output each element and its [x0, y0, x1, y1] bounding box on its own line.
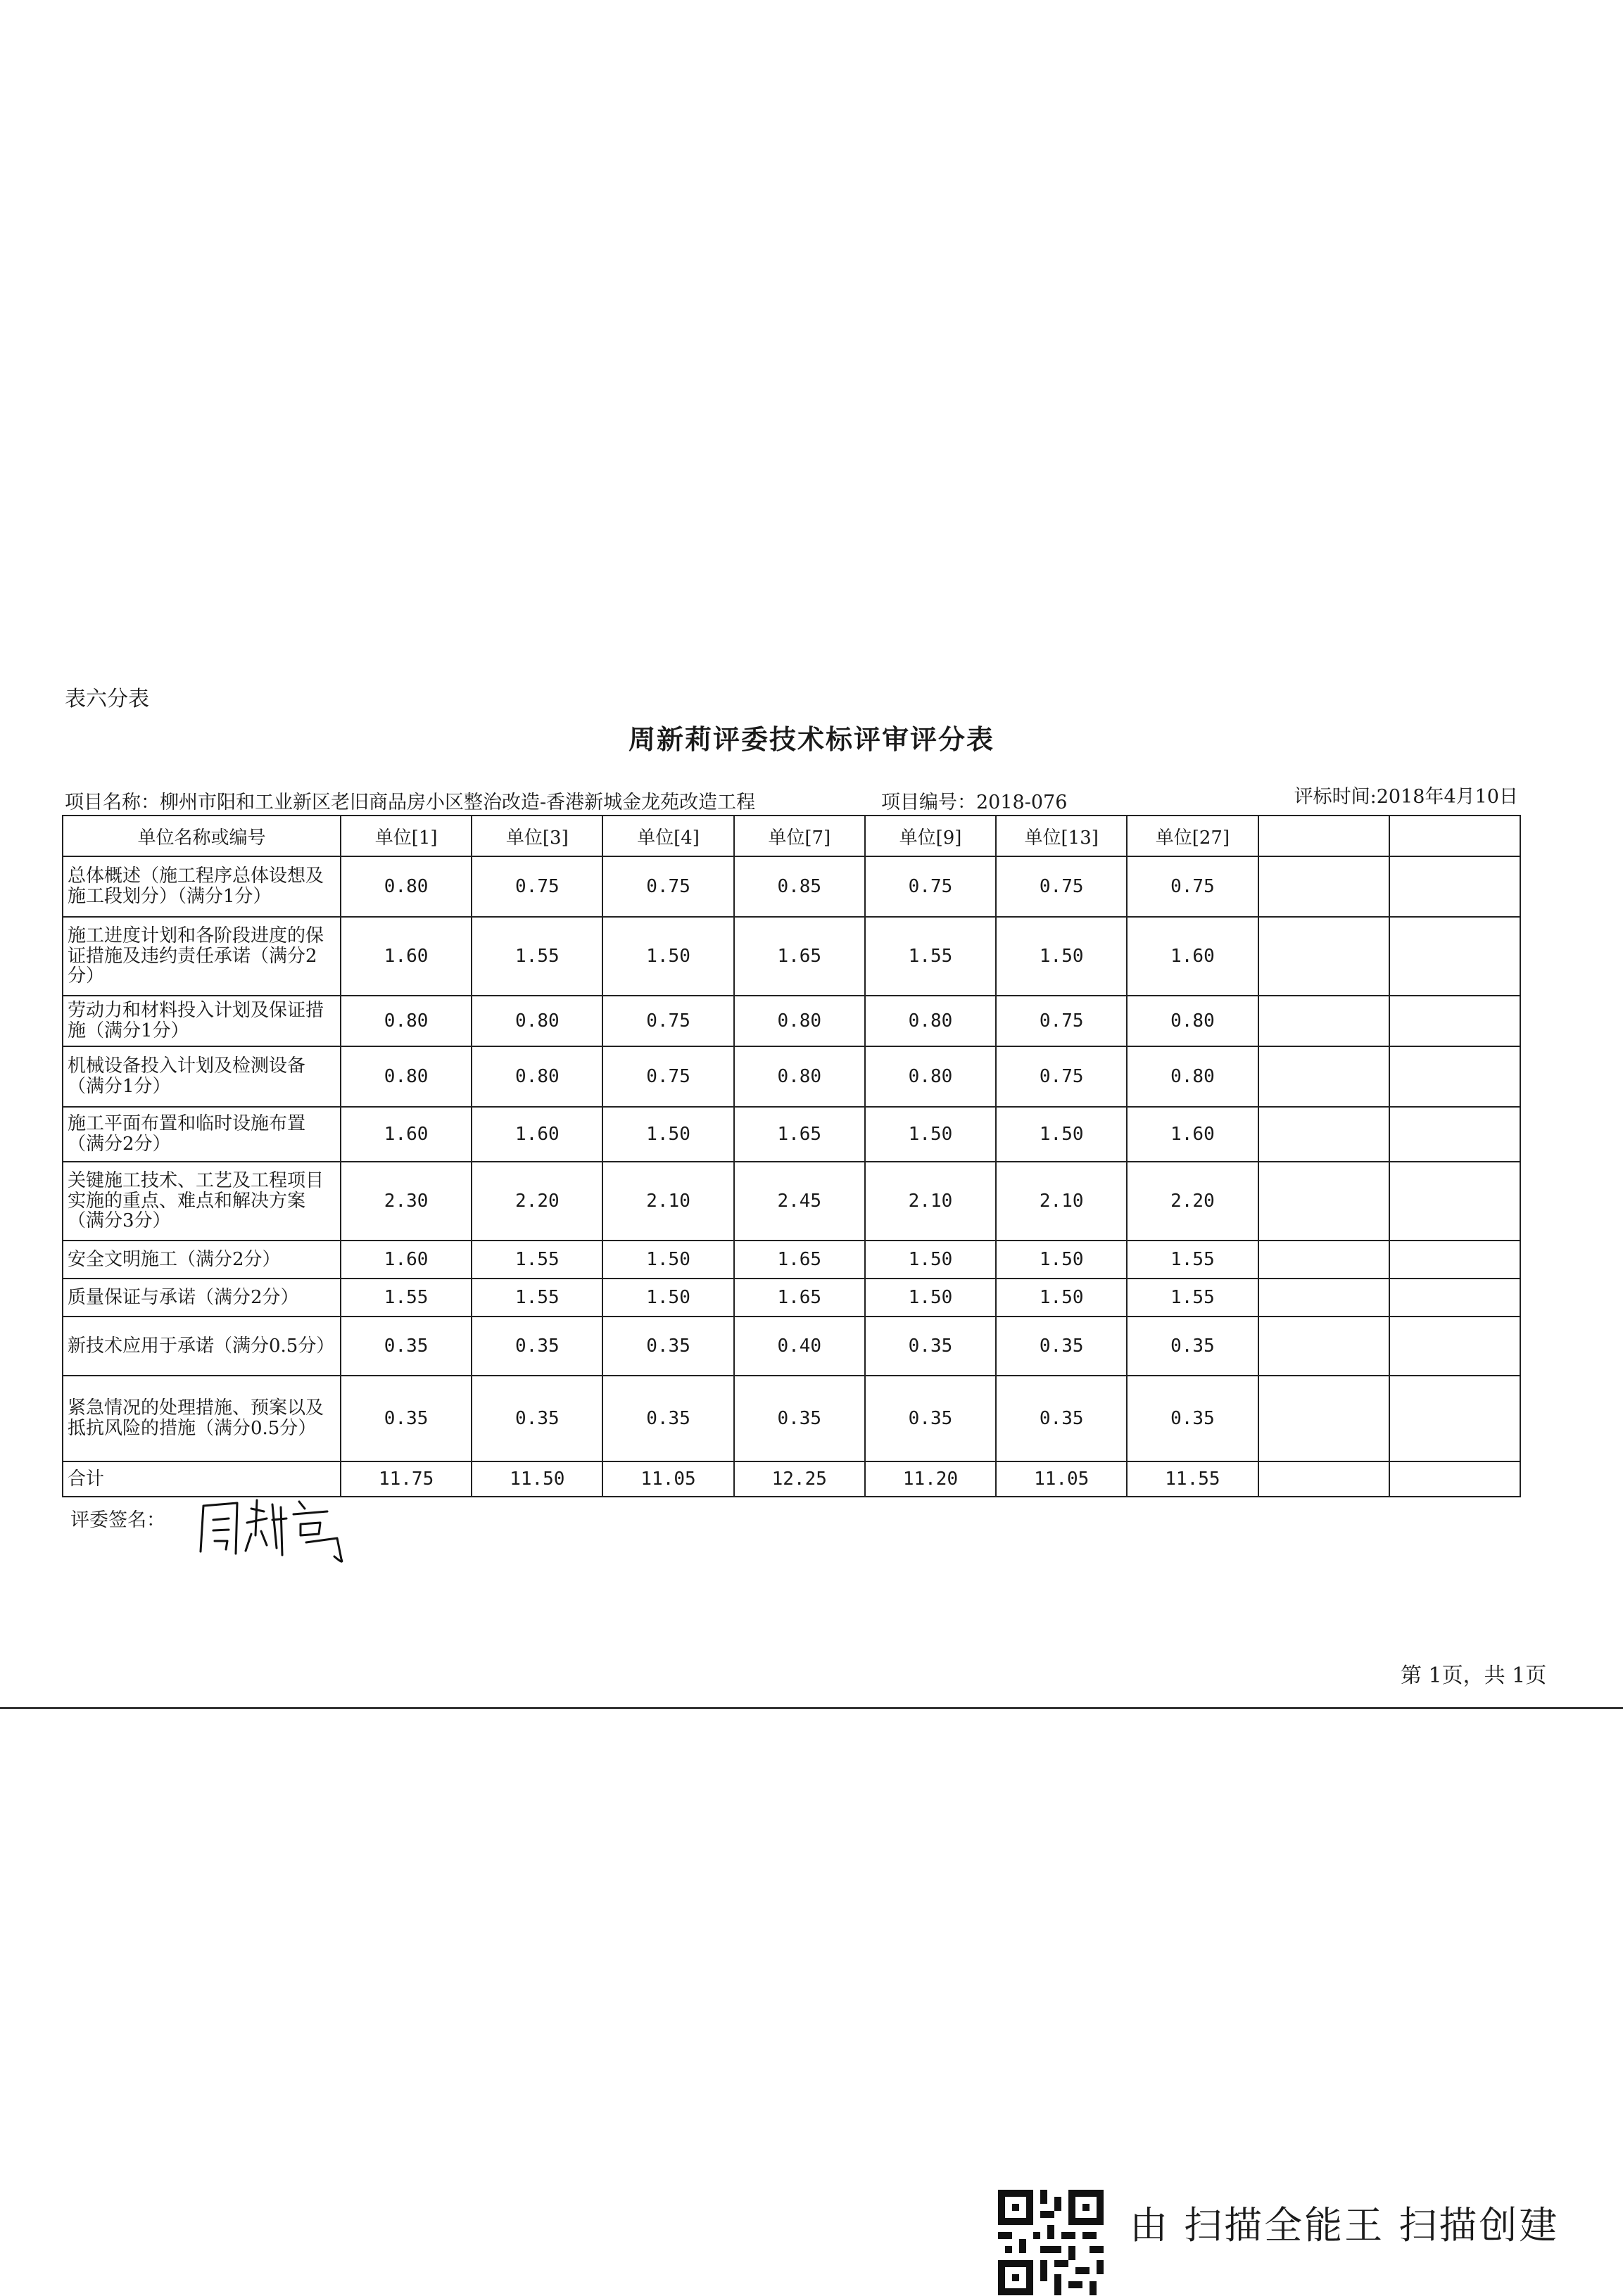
score-cell: 2.20 — [1127, 1162, 1258, 1241]
score-cell: 1.55 — [472, 917, 602, 996]
page-divider — [0, 1707, 1623, 1709]
criterion-label: 施工进度计划和各阶段进度的保证措施及违约责任承诺（满分2分） — [63, 917, 341, 996]
score-cell: 0.75 — [996, 856, 1127, 917]
review-date: 评标时间:2018年4月10日 — [1294, 786, 1518, 808]
score-cell: 0.35 — [341, 1317, 472, 1376]
score-cell: 0.35 — [996, 1376, 1127, 1461]
meta-row — [65, 787, 1518, 815]
score-cell: 1.65 — [734, 1241, 865, 1279]
score-cell: 0.80 — [734, 996, 865, 1046]
score-cell: 0.80 — [341, 996, 472, 1046]
empty-cell — [1258, 1241, 1389, 1279]
empty-cell — [1389, 1317, 1520, 1376]
empty-cell — [1389, 996, 1520, 1046]
criterion-label: 总体概述（施工程序总体设想及施工段划分）（满分1分） — [63, 856, 341, 917]
criterion-label: 新技术应用于承诺（满分0.5分） — [63, 1317, 341, 1376]
score-cell: 1.60 — [1127, 917, 1258, 996]
score-cell: 1.50 — [865, 1241, 996, 1279]
total-label: 合计 — [63, 1461, 341, 1497]
score-cell: 0.85 — [734, 856, 865, 917]
score-cell: 2.10 — [996, 1162, 1127, 1241]
empty-cell — [1258, 1279, 1389, 1317]
score-cell: 1.50 — [602, 1107, 733, 1162]
score-cell: 0.80 — [472, 1046, 602, 1107]
criterion-label: 质量保证与承诺（满分2分） — [63, 1279, 341, 1317]
score-cell: 2.10 — [602, 1162, 733, 1241]
score-cell: 1.55 — [1127, 1279, 1258, 1317]
score-cell: 1.55 — [341, 1279, 472, 1317]
score-cell: 0.80 — [1127, 996, 1258, 1046]
score-cell: 1.50 — [996, 1241, 1127, 1279]
total-cell: 11.05 — [996, 1461, 1127, 1497]
table-row — [63, 996, 1520, 1046]
total-cell: 11.05 — [602, 1461, 733, 1497]
empty-cell — [1258, 816, 1389, 856]
score-cell: 1.60 — [341, 1241, 472, 1279]
scanner-watermark: 由 扫描全能王 扫描创建 — [1130, 2203, 1560, 2247]
empty-cell — [1258, 1107, 1389, 1162]
score-cell: 0.75 — [602, 996, 733, 1046]
score-cell: 0.80 — [865, 996, 996, 1046]
project-code: 项目编号：2018-076 — [881, 792, 1068, 813]
handwritten-signature — [194, 1492, 355, 1569]
score-cell: 0.75 — [996, 996, 1127, 1046]
score-cell: 1.50 — [996, 917, 1127, 996]
empty-cell — [1258, 996, 1389, 1046]
score-cell: 2.20 — [472, 1162, 602, 1241]
empty-cell — [1258, 1461, 1389, 1497]
score-cell: 0.75 — [602, 1046, 733, 1107]
empty-cell — [1389, 1162, 1520, 1241]
score-cell: 0.75 — [1127, 856, 1258, 917]
unit-header: 单位[9] — [865, 816, 996, 856]
total-cell: 11.20 — [865, 1461, 996, 1497]
score-cell: 1.60 — [341, 917, 472, 996]
score-cell: 0.75 — [602, 856, 733, 917]
score-cell: 1.50 — [602, 1241, 733, 1279]
empty-cell — [1389, 1046, 1520, 1107]
empty-cell — [1389, 1376, 1520, 1461]
table-row — [63, 1162, 1520, 1241]
empty-cell — [1258, 1046, 1389, 1107]
score-cell: 0.35 — [996, 1317, 1127, 1376]
empty-cell — [1389, 1241, 1520, 1279]
score-cell: 1.65 — [734, 1107, 865, 1162]
score-cell: 0.35 — [602, 1376, 733, 1461]
empty-cell — [1389, 1461, 1520, 1497]
table-row — [63, 917, 1520, 996]
project-name: 项目名称：柳州市阳和工业新区老旧商品房小区整治改造-香港新城金龙苑改造工程 — [65, 792, 756, 813]
score-cell: 1.55 — [472, 1279, 602, 1317]
table-row — [63, 1317, 1520, 1376]
score-cell: 1.50 — [865, 1107, 996, 1162]
score-cell: 2.30 — [341, 1162, 472, 1241]
empty-cell — [1258, 1376, 1389, 1461]
score-cell: 0.35 — [734, 1376, 865, 1461]
unit-header: 单位[27] — [1127, 816, 1258, 856]
empty-cell — [1389, 1279, 1520, 1317]
unit-header: 单位[7] — [734, 816, 865, 856]
criterion-label: 关键施工技术、工艺及工程项目实施的重点、难点和解决方案（满分3分） — [63, 1162, 341, 1241]
total-cell: 11.55 — [1127, 1461, 1258, 1497]
empty-cell — [1258, 917, 1389, 996]
qr-code-icon — [998, 2190, 1104, 2295]
score-cell: 0.40 — [734, 1317, 865, 1376]
score-cell: 0.35 — [865, 1317, 996, 1376]
page-title: 周新莉评委技术标评审评分表 — [628, 723, 994, 755]
score-cell: 1.50 — [996, 1107, 1127, 1162]
unit-header: 单位[3] — [472, 816, 602, 856]
table-header-row — [63, 816, 1520, 856]
score-cell: 0.75 — [865, 856, 996, 917]
score-cell: 0.35 — [341, 1376, 472, 1461]
score-cell: 0.80 — [341, 1046, 472, 1107]
score-cell: 1.50 — [602, 917, 733, 996]
empty-cell — [1389, 856, 1520, 917]
empty-cell — [1258, 1162, 1389, 1241]
score-cell: 0.80 — [865, 1046, 996, 1107]
empty-cell — [1389, 816, 1520, 856]
form-code: 表六分表 — [65, 687, 149, 711]
score-cell: 1.60 — [472, 1107, 602, 1162]
score-cell: 1.60 — [341, 1107, 472, 1162]
empty-cell — [1389, 917, 1520, 996]
score-cell: 0.80 — [472, 996, 602, 1046]
score-cell: 1.50 — [865, 1279, 996, 1317]
score-cell: 1.65 — [734, 917, 865, 996]
score-cell: 1.50 — [602, 1279, 733, 1317]
score-cell: 0.35 — [1127, 1376, 1258, 1461]
score-cell: 0.35 — [602, 1317, 733, 1376]
score-cell: 0.35 — [865, 1376, 996, 1461]
score-table — [62, 815, 1521, 1497]
score-cell: 0.75 — [996, 1046, 1127, 1107]
header-label: 单位名称或编号 — [63, 816, 341, 856]
table-row — [63, 1046, 1520, 1107]
signature-label: 评委签名： — [70, 1509, 165, 1531]
total-cell: 12.25 — [734, 1461, 865, 1497]
empty-cell — [1258, 1317, 1389, 1376]
score-cell: 0.80 — [1127, 1046, 1258, 1107]
score-cell: 1.65 — [734, 1279, 865, 1317]
page-indicator: 第 1页，共 1页 — [1401, 1663, 1547, 1688]
score-cell: 1.60 — [1127, 1107, 1258, 1162]
table-row — [63, 1279, 1520, 1317]
total-cell: 11.75 — [341, 1461, 472, 1497]
table-row — [63, 856, 1520, 917]
score-cell: 1.55 — [1127, 1241, 1258, 1279]
score-cell: 0.35 — [472, 1376, 602, 1461]
score-cell: 1.55 — [472, 1241, 602, 1279]
score-cell: 0.35 — [472, 1317, 602, 1376]
unit-header: 单位[4] — [602, 816, 733, 856]
criterion-label: 施工平面布置和临时设施布置（满分2分） — [63, 1107, 341, 1162]
table-row — [63, 1376, 1520, 1461]
score-cell: 2.10 — [865, 1162, 996, 1241]
score-cell: 0.80 — [341, 856, 472, 917]
unit-header: 单位[13] — [996, 816, 1127, 856]
criterion-label: 安全文明施工（满分2分） — [63, 1241, 341, 1279]
table-row — [63, 1241, 1520, 1279]
score-cell: 0.35 — [1127, 1317, 1258, 1376]
total-cell: 11.50 — [472, 1461, 602, 1497]
score-cell: 2.45 — [734, 1162, 865, 1241]
criterion-label: 劳动力和材料投入计划及保证措施（满分1分） — [63, 996, 341, 1046]
table-row — [63, 1107, 1520, 1162]
score-cell: 1.55 — [865, 917, 996, 996]
empty-cell — [1258, 856, 1389, 917]
empty-cell — [1389, 1107, 1520, 1162]
criterion-label: 机械设备投入计划及检测设备（满分1分） — [63, 1046, 341, 1107]
criterion-label: 紧急情况的处理措施、预案以及抵抗风险的措施（满分0.5分） — [63, 1376, 341, 1461]
unit-header: 单位[1] — [341, 816, 472, 856]
score-cell: 1.50 — [996, 1279, 1127, 1317]
score-cell: 0.80 — [734, 1046, 865, 1107]
score-cell: 0.75 — [472, 856, 602, 917]
